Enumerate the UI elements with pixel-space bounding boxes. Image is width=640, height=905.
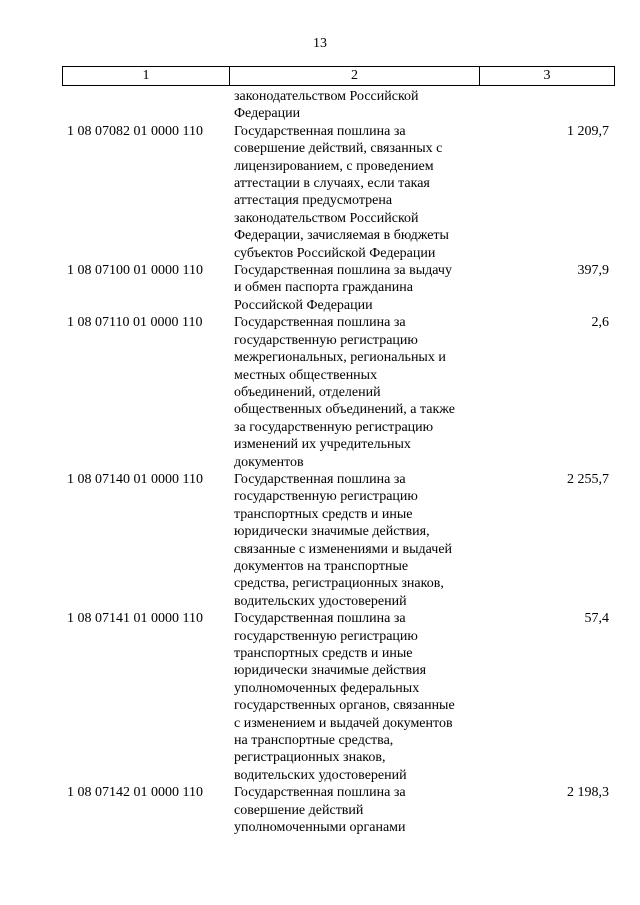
amount-value: 57,4	[584, 611, 609, 627]
amount-value: 1 209,7	[567, 123, 609, 139]
revenue-name-line: документов на транспортные	[234, 558, 409, 574]
revenue-name-line: местных общественных	[234, 367, 378, 383]
revenue-name-line: законодательством Российской	[234, 89, 419, 104]
revenue-name-line: транспортных средств и иные	[234, 506, 413, 522]
page-number: 13	[313, 36, 327, 51]
revenue-name-line: водительских удостоверений	[234, 767, 407, 783]
revenue-name-line: Государственная пошлина за	[234, 123, 406, 139]
revenue-name-line: межрегиональных, региональных и	[234, 350, 446, 366]
revenue-name-line: лицензированием, с проведением	[234, 158, 434, 174]
revenue-name-line: совершение действий, связанных с	[234, 141, 443, 157]
budget-code	[62, 88, 229, 123]
budget-code: 1 08 07100 01 0000 110	[67, 263, 203, 279]
revenue-name-line: совершение действий	[234, 802, 364, 818]
revenue-name-line: государственную регистрацию	[234, 489, 418, 505]
revenue-name	[229, 262, 479, 314]
revenue-name-line: законодательством Российской	[234, 210, 419, 226]
revenue-name-line: связанные с изменениями и выдачей	[234, 541, 453, 557]
revenue-name-line: аттестации в случаях, если такая	[234, 176, 430, 192]
table-row	[62, 88, 615, 123]
table-body	[62, 88, 615, 836]
revenue-name-line: Государственная пошлина за	[234, 471, 406, 487]
revenue-name-line: за государственную регистрацию	[234, 419, 434, 435]
revenue-name-line: с изменением и выдачей документов	[234, 715, 453, 731]
column-header-value: 3	[543, 68, 551, 83]
revenue-name-line: государственную регистрацию	[234, 332, 418, 348]
budget-code: 1 08 07140 01 0000 110	[67, 471, 203, 487]
revenue-name-line: средства, регистрационных знаков,	[234, 576, 444, 592]
table-header	[62, 66, 615, 86]
revenue-name-line: и обмен паспорта гражданина	[234, 280, 413, 296]
table-row	[62, 471, 615, 610]
revenue-name-line: на транспортные средства,	[234, 733, 394, 749]
revenue-name-line: уполномоченных федеральных	[234, 680, 420, 696]
revenue-name-line: водительских удостоверений	[234, 593, 407, 609]
revenue-name-line: Государственная пошлина за	[234, 785, 406, 801]
revenue-name-line: государственных органов, связанные	[234, 698, 455, 714]
revenue-name-line: Государственная пошлина за	[234, 315, 406, 331]
revenue-name-line: государственную регистрацию	[234, 628, 418, 644]
revenue-name-line: общественных объединений, а также	[234, 402, 455, 418]
revenue-name	[229, 314, 479, 471]
budget-code: 1 08 07110 01 0000 110	[67, 315, 203, 331]
table-row	[62, 123, 615, 262]
revenue-name	[229, 610, 479, 784]
column-header-name: 2	[230, 67, 480, 85]
amount-value: 2,6	[591, 315, 609, 331]
revenue-name-line: объединений, отделений	[234, 384, 381, 400]
amount-value: 2 255,7	[567, 471, 609, 487]
revenue-name	[229, 88, 479, 123]
revenue-name-line: регистрационных знаков,	[234, 750, 386, 766]
table-row	[62, 314, 615, 471]
table-row	[62, 262, 615, 314]
revenue-name-line: субъектов Российской Федерации	[234, 245, 436, 261]
revenue-name-line: Государственная пошлина за	[234, 611, 406, 627]
table-row	[62, 610, 615, 784]
revenue-name	[229, 123, 479, 262]
amount-value: 397,9	[577, 263, 609, 279]
revenue-name-line: Государственная пошлина за выдачу	[234, 263, 452, 279]
revenue-name-line: документов	[234, 454, 304, 470]
revenue-name-line: Российской Федерации	[234, 297, 373, 313]
amount-value: 2 198,3	[567, 785, 609, 801]
revenue-name-line: юридически значимые действия,	[234, 524, 430, 540]
revenue-name-line: юридически значимые действия	[234, 663, 427, 679]
column-header-code: 1	[63, 67, 230, 85]
revenue-name-line: Федерации	[234, 106, 301, 122]
revenue-name-line: уполномоченными органами	[234, 820, 406, 836]
revenue-name	[229, 471, 479, 610]
budget-code: 1 08 07141 01 0000 110	[67, 611, 203, 627]
revenue-name	[229, 784, 479, 836]
revenue-name-line: Федерации, зачисляемая в бюджеты	[234, 228, 449, 244]
budget-code: 1 08 07142 01 0000 110	[67, 785, 203, 801]
budget-code: 1 08 07082 01 0000 110	[67, 123, 203, 139]
amount-value	[479, 88, 615, 123]
table-row	[62, 784, 615, 836]
revenue-name-line: транспортных средств и иные	[234, 646, 413, 661]
revenue-name-line: изменений их учредительных	[234, 437, 411, 453]
revenue-name-line: аттестация предусмотрена	[234, 193, 393, 209]
